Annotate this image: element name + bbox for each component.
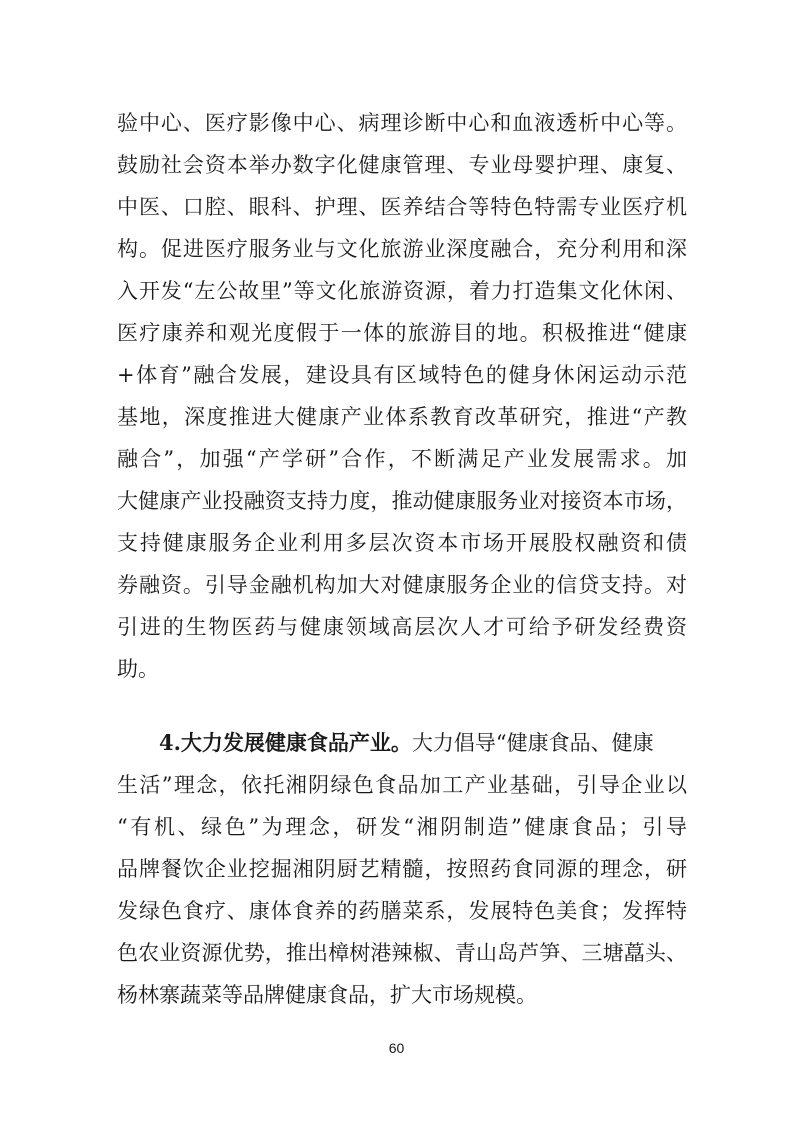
body-text-line: 验中心、医疗影像中心、病理诊断中心和血液透析中心等。 <box>117 111 687 135</box>
body-text-line: 融合”，加强“产学研”合作，不断满足产业发展需求。加 <box>117 447 687 471</box>
body-text-line: 发绿色食疗、康体食养的药膳菜系，发展特色美食；发挥特 <box>117 899 687 923</box>
body-text-line: 引进的生物医药与健康领域高层次人才可给予研发经费资 <box>117 615 687 639</box>
body-text-line: 基地，深度推进大健康产业体系教育改革研究，推进“产教 <box>117 405 687 429</box>
body-text-line: 鼓励社会资本举办数字化健康管理、专业母婴护理、康复、 <box>117 153 687 177</box>
body-text-line: 医疗康养和观光度假于一体的旅游目的地。积极推进“健康 <box>117 321 687 345</box>
body-text-line: 大健康产业投融资支持力度，推动健康服务业对接资本市场， <box>117 489 687 513</box>
body-text-line: 构。促进医疗服务业与文化旅游业深度融合，充分利用和深 <box>117 237 687 261</box>
body-text-line: 券融资。引导金融机构加大对健康服务企业的信贷支持。对 <box>117 573 687 597</box>
body-text-line: 色农业资源优势，推出樟树港辣椒、青山岛芦笋、三塘藠头、 <box>117 941 687 965</box>
body-text-line: “有机、绿色”为理念，研发“湘阴制造”健康食品；引导 <box>117 815 687 839</box>
body-text-line: 生活”理念，依托湘阴绿色食品加工产业基础，引导企业以 <box>117 773 687 797</box>
body-text-line: 支持健康服务企业利用多层次资本市场开展股权融资和债 <box>117 531 687 555</box>
body-text-line: 品牌餐饮企业挖掘湘阴厨艺精髓，按照药食同源的理念，研 <box>117 857 687 881</box>
body-text-line: 助。 <box>117 657 159 681</box>
section-4-first-line <box>159 723 687 763</box>
section-4-first-line-text: 大力倡导“健康食品、健康 <box>411 731 654 755</box>
body-text-line: 入开发“左公故里”等文化旅游资源，着力打造集文化休闲、 <box>117 279 687 303</box>
body-text-line: +体育”融合发展，建设具有区域特色的健身休闲运动示范 <box>117 363 687 387</box>
body-text-line: 杨林寨蔬菜等品牌健康食品，扩大市场规模。 <box>117 983 537 1007</box>
body-text-line: 中医、口腔、眼科、护理、医养结合等特色特需专业医疗机 <box>117 195 687 219</box>
page-number: 60 <box>388 1040 405 1056</box>
section-4-heading: 4.大力发展健康食品产业。 <box>159 730 412 755</box>
